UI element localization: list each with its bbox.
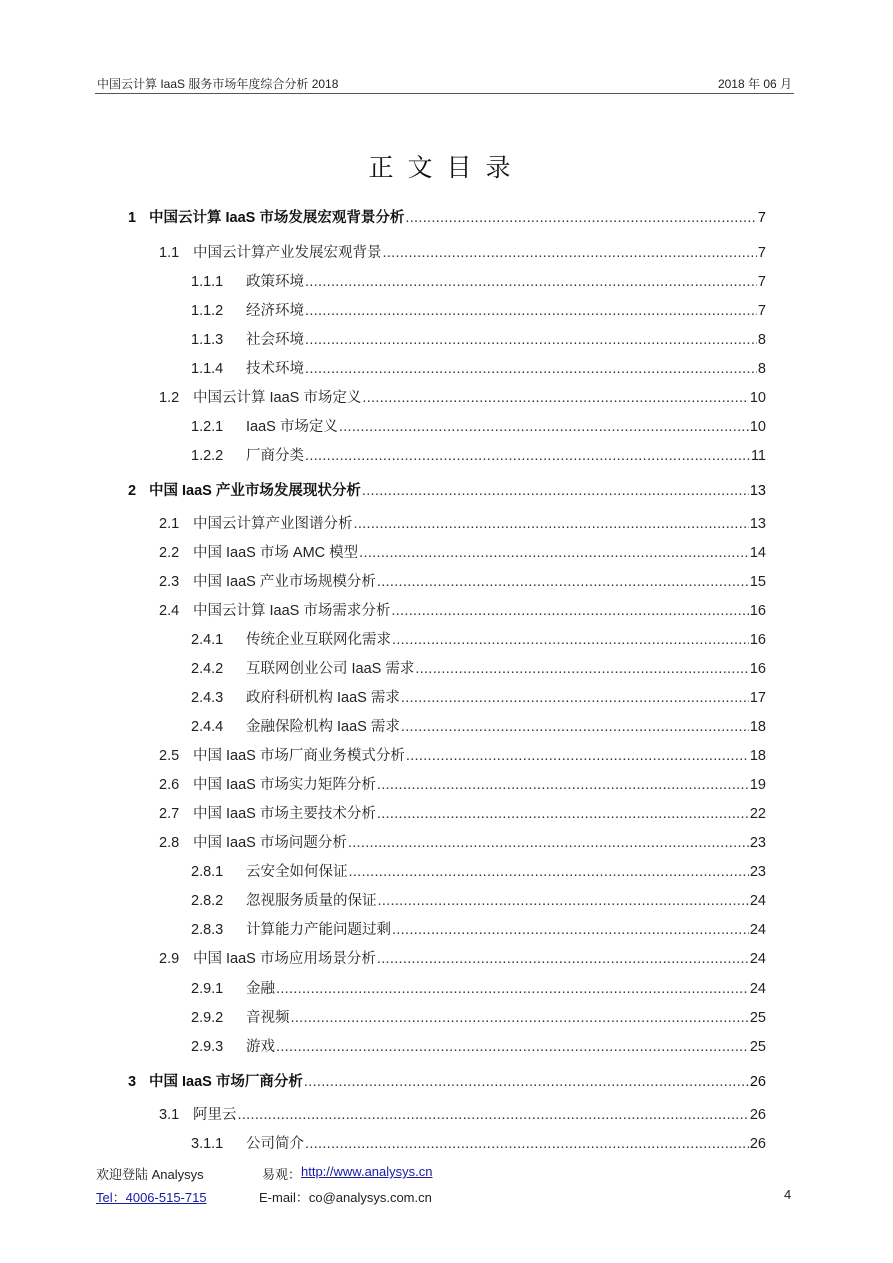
toc-entry-number: 2.4.3 [191, 690, 224, 706]
toc-dot-leader [305, 274, 757, 290]
toc-entry-title: 中国云计算 IaaS 市场定义 [193, 390, 362, 406]
toc-entry[interactable] [128, 206, 766, 226]
footer-welcome: 欢迎登陆 Analysys [96, 1167, 204, 1182]
toc-entry-page: 25 [749, 1010, 766, 1026]
toc-entry-title: 中国 IaaS 市场 AMC 模型 [193, 545, 359, 561]
toc-entry-page: 10 [749, 390, 766, 406]
toc-entry-title: 传统企业互联网化需求 [246, 632, 391, 648]
toc-entry-page: 24 [749, 893, 766, 909]
toc-dot-leader [354, 516, 749, 532]
toc-entry-title: 中国云计算 IaaS 市场发展宏观背景分析 [149, 210, 405, 226]
toc-entry-page: 10 [749, 419, 766, 435]
toc-entry-title: 金融保险机构 IaaS 需求 [246, 719, 400, 735]
toc-entry-title: 游戏 [246, 1039, 275, 1055]
toc-entry-title: 经济环境 [246, 303, 304, 319]
toc-entry[interactable] [191, 715, 766, 735]
toc-dot-leader [401, 719, 749, 735]
toc-dot-leader [383, 245, 757, 261]
toc-entry-title: 中国 IaaS 产业市场规模分析 [193, 574, 376, 590]
toc-entry-number: 2.8.2 [191, 893, 224, 909]
toc-entry[interactable] [159, 241, 766, 261]
toc-entry-title: 音视频 [246, 1010, 290, 1026]
toc-entry-number: 2.2 [159, 545, 180, 561]
toc-entry[interactable] [191, 657, 766, 677]
toc-entry-page: 16 [749, 603, 766, 619]
toc-dot-leader [305, 448, 750, 464]
toc-dot-leader [276, 981, 749, 997]
toc-dot-leader [339, 419, 749, 435]
toc-entry[interactable] [159, 599, 766, 619]
toc-entry-number: 1.1.2 [191, 303, 224, 319]
toc-entry[interactable] [159, 512, 766, 532]
toc-entry-page: 7 [757, 303, 766, 319]
toc-entry-page: 19 [749, 777, 766, 793]
toc-entry-page: 11 [750, 448, 766, 464]
toc-dot-leader [362, 390, 748, 406]
toc-entry-title: 社会环境 [246, 332, 304, 348]
toc-dot-leader [377, 574, 749, 590]
toc-entry-page: 16 [749, 632, 766, 648]
toc-entry-title: 中国 IaaS 产业市场发展现状分析 [149, 483, 361, 499]
toc-entry[interactable] [191, 889, 766, 909]
toc-entry[interactable] [191, 977, 766, 997]
toc-entry-title: 中国 IaaS 市场主要技术分析 [193, 806, 376, 822]
toc-dot-leader [305, 332, 757, 348]
toc-entry-number: 3 [128, 1074, 137, 1090]
toc-dot-leader [392, 632, 749, 648]
toc-entry[interactable] [191, 628, 766, 648]
toc-entry-number: 2.5 [159, 748, 180, 764]
toc-dot-leader [377, 951, 749, 967]
toc-entry[interactable] [159, 386, 766, 406]
toc-dot-leader [392, 922, 749, 938]
toc-entry-number: 2.8.1 [191, 864, 224, 880]
toc-entry-page: 17 [749, 690, 766, 706]
toc-dot-leader [305, 1136, 749, 1152]
toc-entry-page: 8 [757, 361, 766, 377]
toc-entry-title: 中国 IaaS 市场问题分析 [193, 835, 347, 851]
toc-entry-page: 7 [757, 245, 766, 261]
toc-entry-title: 政策环境 [246, 274, 304, 290]
toc-entry-number: 1 [128, 210, 137, 226]
toc-dot-leader [415, 661, 748, 677]
header-date: 2018 年 06 月 [717, 77, 792, 91]
toc-entry-number: 2.4 [159, 603, 180, 619]
toc-entry-number: 2.8 [159, 835, 180, 851]
toc-entry[interactable] [191, 357, 766, 377]
toc-entry-page: 16 [749, 661, 766, 677]
toc-entry[interactable] [128, 479, 766, 499]
toc-entry-title: 计算能力产能问题过剩 [246, 922, 391, 938]
toc-entry[interactable] [159, 744, 766, 764]
toc-dot-leader [349, 864, 749, 880]
toc-dot-leader [359, 545, 749, 561]
footer-tel-link[interactable]: Tel：4006-515-715 [96, 1190, 207, 1205]
toc-dot-leader [291, 1010, 749, 1026]
toc-entry-page: 24 [749, 951, 766, 967]
toc-entry-title: 政府科研机构 IaaS 需求 [246, 690, 400, 706]
footer-yiguan-label: 易观： [262, 1167, 302, 1182]
toc-entry-page: 24 [749, 981, 766, 997]
header-document-title: 中国云计算 IaaS 服务市场年度综合分析 2018 [97, 77, 339, 91]
toc-entry-number: 3.1 [159, 1107, 180, 1123]
toc-entry-title: 阿里云 [193, 1107, 237, 1123]
toc-entry[interactable] [191, 270, 766, 290]
toc-entry-title: 互联网创业公司 IaaS 需求 [246, 661, 415, 677]
toc-entry-page: 26 [749, 1074, 766, 1090]
toc-entry-number: 2.4.2 [191, 661, 224, 677]
toc-entry-number: 1.2 [159, 390, 180, 406]
toc-entry-page: 18 [749, 719, 766, 735]
toc-entry-title: 中国云计算 IaaS 市场需求分析 [193, 603, 391, 619]
toc-entry-number: 1.2.1 [191, 419, 224, 435]
toc-entry-title: 中国 IaaS 市场应用场景分析 [193, 951, 376, 967]
toc-entry[interactable] [159, 831, 766, 851]
toc-entry-page: 22 [749, 806, 766, 822]
toc-entry[interactable] [191, 328, 766, 348]
toc-entry-title: 金融 [246, 981, 275, 997]
toc-entry[interactable] [191, 415, 766, 435]
footer-page-number: 4 [784, 1187, 792, 1202]
toc-entry-number: 1.1.3 [191, 332, 224, 348]
toc-entry-number: 2.3 [159, 574, 180, 590]
toc-entry[interactable] [159, 541, 766, 561]
toc-entry-page: 13 [749, 483, 766, 499]
toc-entry-title: 中国 IaaS 市场厂商业务模式分析 [193, 748, 405, 764]
page-header [95, 73, 794, 94]
toc-entry[interactable] [128, 1070, 766, 1090]
toc-entry-title: 技术环境 [246, 361, 304, 377]
toc-entry-title: 忽视服务质量的保证 [246, 893, 377, 909]
toc-dot-leader [304, 1074, 749, 1090]
toc-entry-title: 云安全如何保证 [246, 864, 348, 880]
toc-entry[interactable] [191, 444, 766, 464]
toc-entry-number: 2.6 [159, 777, 180, 793]
toc-entry-number: 2 [128, 483, 137, 499]
toc-dot-leader [377, 806, 749, 822]
toc-entry[interactable] [159, 570, 766, 590]
toc-dot-leader [305, 361, 757, 377]
toc-entry[interactable] [191, 860, 766, 880]
toc-dot-leader [391, 603, 748, 619]
toc-entry-number: 1.1.4 [191, 361, 224, 377]
toc-entry-page: 23 [749, 864, 766, 880]
toc-entry-number: 2.1 [159, 516, 180, 532]
toc-entry[interactable] [191, 1006, 766, 1026]
toc-dot-leader [401, 690, 749, 706]
toc-dot-leader [348, 835, 749, 851]
toc-entry[interactable] [191, 1035, 766, 1055]
toc-dot-leader [238, 1107, 749, 1123]
toc-dot-leader [305, 303, 757, 319]
toc-entry-page: 23 [749, 835, 766, 851]
page-title: 正文目录 [368, 153, 525, 182]
toc-entry-page: 26 [749, 1107, 766, 1123]
toc-entry[interactable] [159, 773, 766, 793]
toc-entry-page: 7 [757, 210, 766, 226]
toc-entry[interactable] [191, 918, 766, 938]
toc-entry-page: 26 [749, 1136, 766, 1152]
toc-entry[interactable] [159, 1103, 766, 1123]
toc-dot-leader [405, 210, 757, 226]
toc-entry-number: 2.9.2 [191, 1010, 224, 1026]
toc-dot-leader [377, 777, 749, 793]
toc-entry-number: 2.4.1 [191, 632, 224, 648]
toc-entry[interactable] [159, 947, 766, 967]
toc-entry-number: 1.1 [159, 245, 180, 261]
toc-entry[interactable] [159, 802, 766, 822]
toc-entry-page: 7 [757, 274, 766, 290]
toc-entry-number: 2.7 [159, 806, 180, 822]
footer-url-link[interactable]: http://www.analysys.cn [301, 1164, 433, 1179]
footer-email: E-mail：co@analysys.com.cn [259, 1190, 432, 1205]
toc-entry-title: 中国 IaaS 市场实力矩阵分析 [193, 777, 376, 793]
toc-entry-page: 14 [749, 545, 766, 561]
toc-entry[interactable] [191, 299, 766, 319]
toc-entry[interactable] [191, 686, 766, 706]
toc-entry-number: 2.8.3 [191, 922, 224, 938]
toc-dot-leader [362, 483, 749, 499]
toc-entry-number: 2.4.4 [191, 719, 224, 735]
toc-entry-title: 厂商分类 [246, 448, 304, 464]
toc-entry-page: 15 [749, 574, 766, 590]
toc-entry-number: 2.9.1 [191, 981, 224, 997]
toc-entry-number: 1.1.1 [191, 274, 224, 290]
toc-entry-page: 18 [749, 748, 766, 764]
toc-entry-page: 13 [749, 516, 766, 532]
toc-entry-title: 中国 IaaS 市场厂商分析 [149, 1074, 303, 1090]
toc-entry-title: 中国云计算产业图谱分析 [193, 516, 353, 532]
toc-entry-number: 2.9.3 [191, 1039, 224, 1055]
toc-dot-leader [276, 1039, 749, 1055]
toc-entry-number: 1.2.2 [191, 448, 224, 464]
toc-entry-number: 2.9 [159, 951, 180, 967]
toc-entry-title: IaaS 市场定义 [246, 419, 338, 435]
toc-entry-page: 24 [749, 922, 766, 938]
toc-entry-title: 中国云计算产业发展宏观背景 [193, 245, 382, 261]
toc-dot-leader [406, 748, 749, 764]
toc-entry-page: 8 [757, 332, 766, 348]
toc-entry-page: 25 [749, 1039, 766, 1055]
toc-entry-title: 公司简介 [246, 1136, 304, 1152]
toc-dot-leader [378, 893, 749, 909]
toc-entry[interactable] [191, 1132, 766, 1152]
toc-entry-number: 3.1.1 [191, 1136, 224, 1152]
